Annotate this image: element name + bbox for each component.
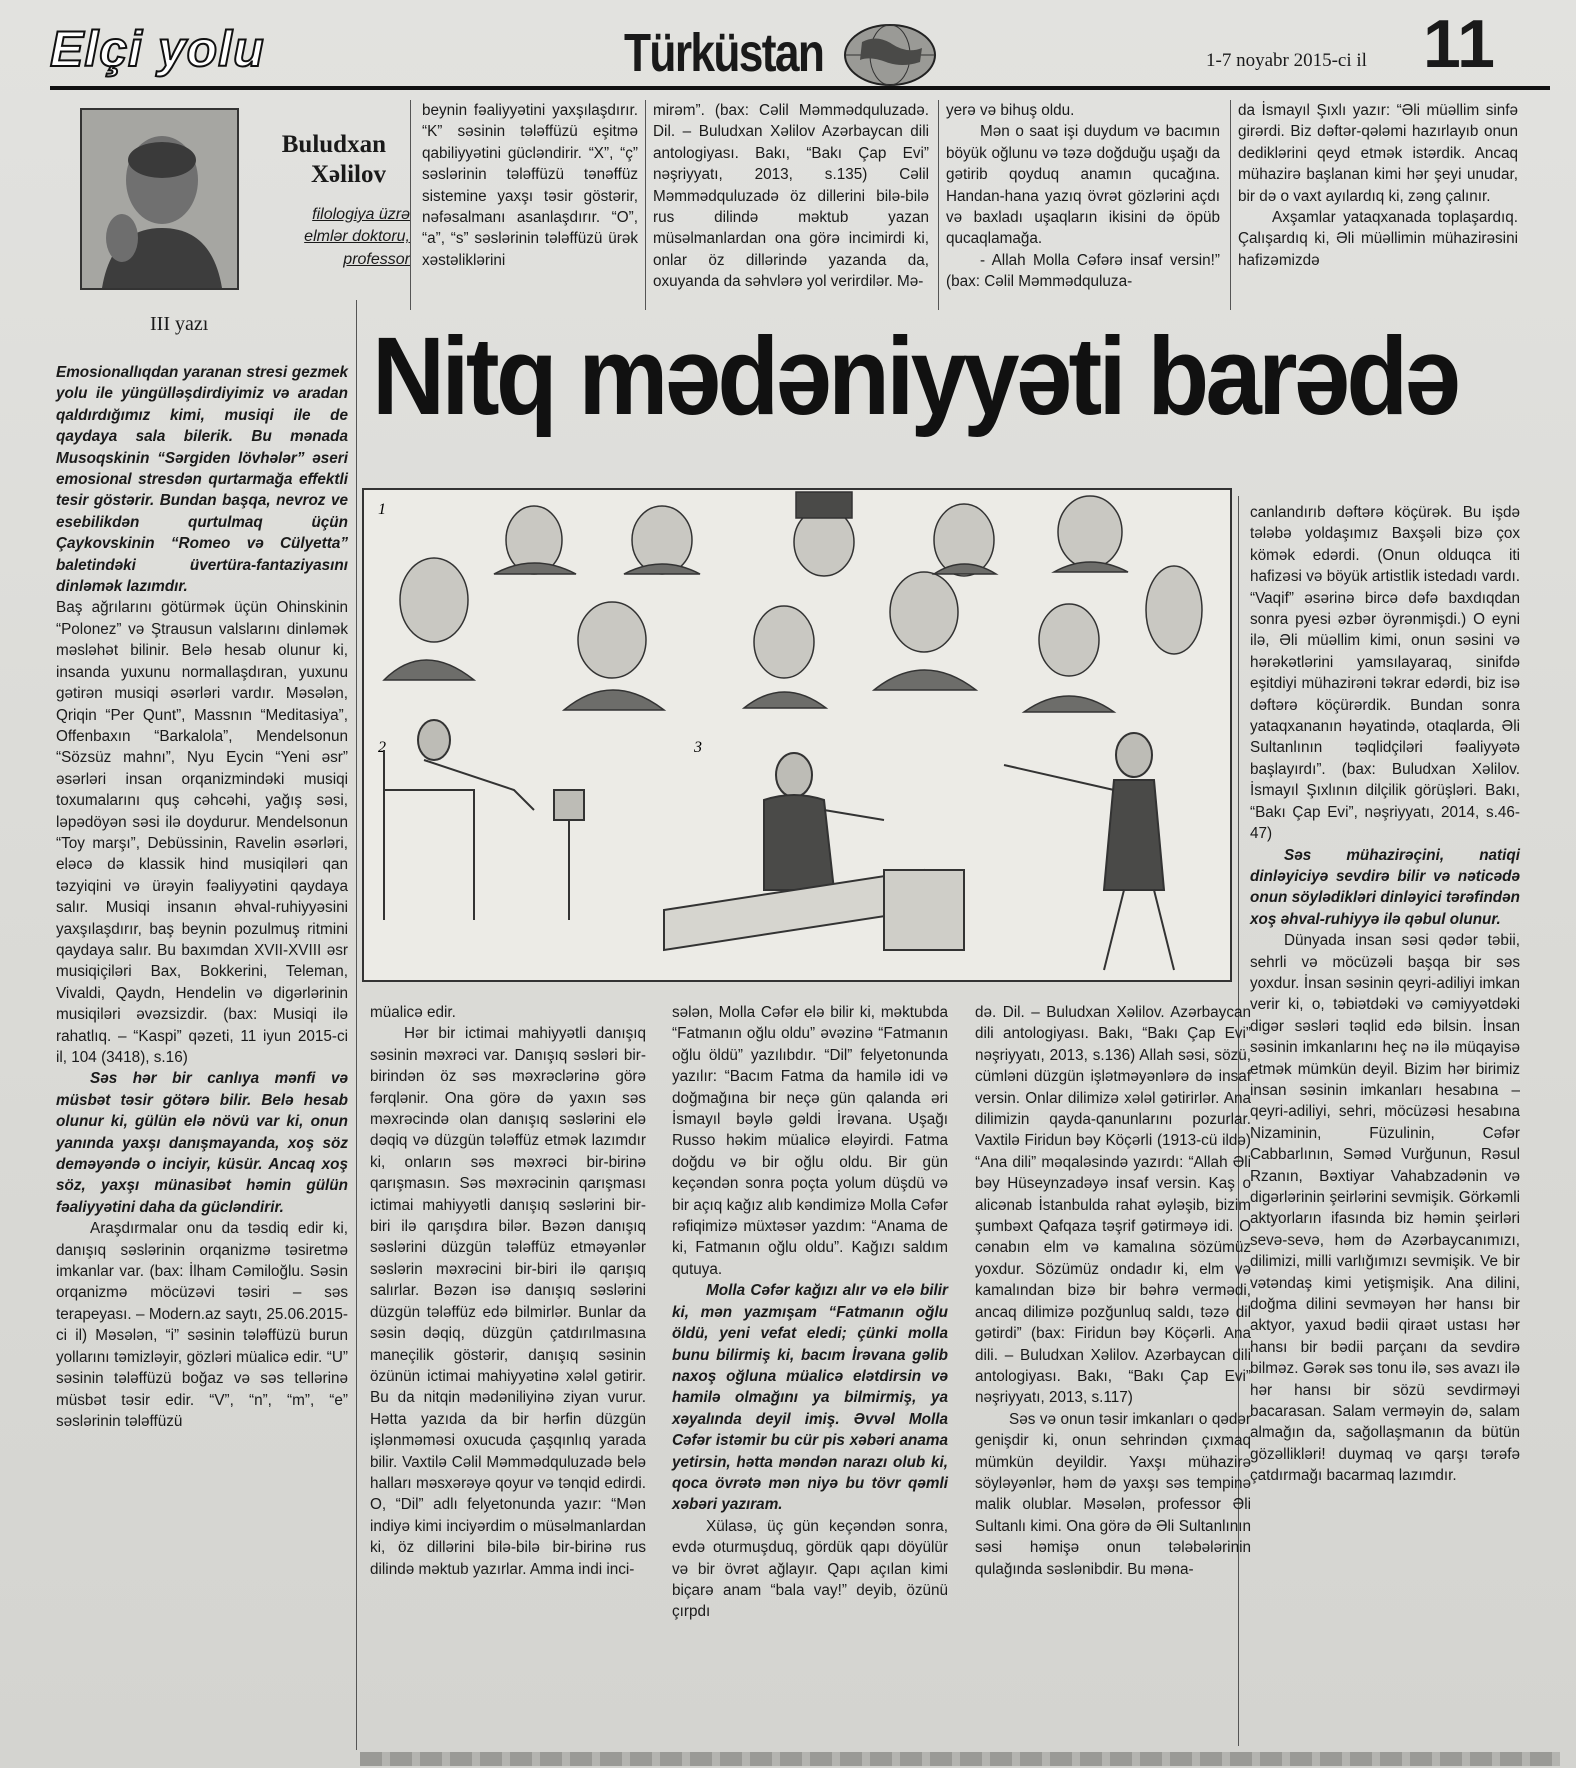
article-column-top-3 (946, 100, 1220, 293)
body-paragraph: Axşamlar yataqxanada toplaşardıq. Çalışardıq ki, Əli müəllimin mühazirəsini hafizəmizdə (1238, 209, 1518, 269)
lead-paragraph: Səs hər bir canlıya mənfi və müsbət təsir götərə bilir. Belə hesab olunur ki, gülün elə növü var ki, onun yanında yaxşı danışmayanda, xoş söz deməyəndə o inciyir, küsür. Ancaq xoş söz, yaxşı münasibət həmin gülün fəaliyyətini daha da gücləndirir. (56, 1070, 348, 1216)
column-rule (410, 100, 411, 310)
author-title-line: filologiya üzrə (312, 206, 410, 223)
column-rule (938, 100, 939, 310)
globe-logo-icon (842, 22, 938, 88)
next-page-strip (360, 1752, 1560, 1766)
author-name-last: Xəlilov (311, 161, 386, 188)
article-column-bottom-2 (672, 1002, 948, 1623)
lead-paragraph: Emosionallıqdan yaranan stresi gezmek yolu ile yüngülləşdirdiyimiz və aradan qaldırdığımız kimi, musiqi ile de qaydaya sala bilerik. Bu mənada Musoqskinin “Sərgiden lövhələr” əseri emosional stresdən qurtarmağa effektli tesir göstərir. Bundan başqa, nevroz ve esebilikdən qurtulmaq üçün Çaykovskinin “Romeo və Cülyetta” baletindəki üvertüra-fantaziyasını dinləmək lazımdır. (56, 364, 348, 596)
body-paragraph: Dünyada insan səsi qədər təbii, sehrli və möcüzəli başqa bir səs yoxdur. İnsan səsinin qeyri-adiliyi imkan verir ki, o, təbiətdəki və cəmiyyətdəki digər səsləri təqlid edə bilsin. İnsan səsinin imkanlarını heç nə ilə müqayisə etmək mümkün deyil. Bizim hər birimiz insan səsinin imkanları hesabına – qeyri-adiliyi, sehri, möcüzəsi hesabına Nizaminin, Füzulinin, Cəfər Cabbarlının, Səməd Vurğunun, Rəsul Rzanın, Bəxtiyar Vahabzadənin və digərlərinin şeirlərini sevmişik. Görkəmli aktyorların ifasında biz həmin şeirləri sevə-sevə, həm də Azərbaycanımızı, dilimizi, milli varlığımızı sevmişik. Ve bir vətəndaş kimi yetişmişik. Ana dilini, doğma dilini sevməyən hər hansı bir aktyor, yaxud bədii qiraət ustası hər hansı bir bədii parçanı da sevdirə bilməz. Gərək səs tonu ilə, səs avazı ilə hər hansı bir sözü sevdirməyi bacarasan. Salam verməyin də, salam almağın da, sağollaşmanın da bütün gözəllikləri! duymaq və qarşı tərəfə çatdırmağı bacarmaq lazımdır. (1250, 932, 1520, 1485)
illustration-label: 3 (694, 739, 702, 756)
body-paragraph: də. Dil. – Buludxan Xəlilov. Azərbaycan dili antologiyası. Bakı, “Bakı Çap Evi” nəşriyyatı, 2013, s.136) Allah səsi, sözü, cümləni düzgün işlətməyənlərə də insaf versin. Onlar dilimizə xələl gətirirlər. Ana dilimizin qayda-qanunlarını pozurlar. Vaxtilə Firidun bəy Köçərli (1913-cü ildə) “Ana dili” məqaləsində yazırdı: “Allah Əli bəy Hüseynzadəyə insaf versin. Kaş o alicənab İstanbulda rahat əyləşib, bizim şumbəxt Qafqaza təşrif gətirməyə idi. O cənabın elm və kamalına sözümüz yoxdur. Sözümüz ondadır ki, elm və kamalından bizə bir bəhrə vermədi, ancaq dilimizə pozğunluq saldı, təzə dil gətirdi” (bax: Firidun bəy Köçərli. Ana dili. – Buludxan Xəlilov. Azərbaycan dili antologiyası. Bakı, “Bakı Çap Evi” nəşriyyatı, 2013, s.117) (975, 1004, 1251, 1407)
body-paragraph: mirəm”. (bax: Cəlil Məmmədquluzadə. Dil. – Buludxan Xəlilov Azərbaycan dili antologiyası. Bakı, “Bakı Çap Evi” nəşriyyatı, 2013, s.135) Cəlil Məmmədquluzadə öz dillerini bilə-bilə rus dilində məktub yazan müsəlmanlardan ona görə incimirdi ki, onlar öz dillərində yazanda da, oxuyanda da səhvlərə yol verirdilər. Mə- (653, 102, 929, 291)
article-headline: Nitq mədəniyyəti barədə (372, 315, 1458, 438)
author-title-line: elmlər doktoru, (304, 228, 410, 246)
body-paragraph: Xülasə, üç gün keçəndən sonra, evdə oturmuşduq, gördük qapı döyülür və bir övrət ağlayır. Qapı açılan kimi biçarə anam “bala vay!” deyib, özünü çırpdı (672, 1517, 948, 1621)
body-paragraph: sələn, Molla Cəfər elə bilir ki, məktubda “Fatmanın oğlu oldu” əvəzinə “Fatmanın oğlu öldü” yazılıbdır. “Dil” felyetonunda yazılır: “Bacım Fatma da hamilə idi və doğmağına bir neçə gün qalanda əri İsmayıl bəylə gəldi İrəvana. Uşağı Russo həkim müalicə eləyirdi. Fatma doğdu və bir oğlu oldu. Bir gün keçəndən sonra poçta yolum düşdü və bir açıq kağız alıb kəndimizə Molla Cəfər rəfiqimizə müxtəsər yazdım: “Anama de ki, Fatmanın oğlu oldu”. Kağızı saldım qutuya. (672, 1004, 948, 1278)
column-rule (645, 100, 646, 310)
body-paragraph: müalicə edir. (370, 1004, 456, 1021)
author-name-first: Buludxan (281, 131, 386, 158)
article-column-left (56, 362, 348, 1432)
author-title-line: professor (343, 250, 410, 268)
article-column-top-1 (422, 100, 638, 271)
article-column-top-4 (1238, 100, 1518, 271)
illustration-label: 1 (378, 501, 386, 518)
body-paragraph: Mən o saat işi duydum və bacımın böyük oğlunu və təzə doğduğu uşağı da gətirib qoyduq anamın qucağına. Handan-hana yazıq övrət gözlərini açdı və baxladı uşaqların ikisini də öpüb qucaqlamağa. (946, 123, 1220, 248)
lead-paragraph: Səs mühazirəçini, natiqi dinləyiciyə sevdirə bilir və nəticədə onun söylədikləri dinləyici tərəfindən xoş əhval-ruhiyyə ilə qəbul olunur. (1250, 846, 1520, 928)
section-rubric: Elçi yolu (50, 21, 265, 77)
article-column-bottom-3 (975, 1002, 1251, 1580)
page-number: 11 (1423, 6, 1495, 82)
illustration-label: 2 (378, 739, 386, 756)
body-paragraph: - Allah Molla Cəfərə insaf versin!” (bax: Cəlil Məmmədquluza- (946, 251, 1220, 291)
article-column-bottom-1 (370, 1002, 646, 1580)
body-paragraph: Baş ağrılarını götürmək üçün Ohinskinin “Polonez” və Ştrausun valslarını dinləmək məsləhət bilinir. Belə hesab olunur ki, insanda yuxunu normallaşdıran, yuxunu gətirən musiqi əsərləri vardır. Məsələn, Qriqin “Per Qunt”, Massnın “Meditasiya”, Offenbaxın “Barkalola”, Mendelsonun “Sözsüz mahnı”, Nyu Eycin “Yeni əsr” əsərləri insan orqanizmindəki musiqi toxumalarını quş cəhcəhi, yağış səsi, ləpədöyən səsi ilə doydurur. Mendelsonun “Toy marşı”, Debüssinin, Ravelin əsərləri, eləcə də klassik hind musiqiləri qan təzyiqini və ürəyin fəaliyyətini qaydaya salır. Musiqi insanın əhval-ruhiyyəsini yaxşılaşdırır, baş beynin pozulmuş ritmini qaydaya salır. Bu baxımdan XVII-XVIII əsr musiqiçiləri Bax, Bokkerini, Teleman, Vivaldi, Qaydn, Hendelin və digərlərinin musiqiləri əvəzsizdir. (bax: Musiqi ilə rahatlıq. – “Kaspi” qəzeti, 11 iyun 2015-ci il, 104 (3418), s.16) (56, 599, 348, 1066)
body-paragraph: Hər bir ictimai mahiyyətli danışıq səsinin məxrəci var. Danışıq səsləri bir-birindən öz səs məxrəclərinə görə fərqlənir. Ona görə də yaxın səs məxrəcində olan danışıq səslərini elə dəqiq və düzgün tələffüz etmək lazımdır ki, onların səs məxrəci bir-birinə qarışmasın. Səs məxrəcinin qarışması ictimai mahiyyətli danışıq səslərini bir-biri ilə qarışdıra bilər. Bəzən danışıq səslərini düzgün tələffüz etməyənlər səslərin məxrəcini bir-biri ilə qarışıq salırlar. Bəzən isə danışıq səslərini düzgün tələffüz edə bilmirlər. Bunlar da səsin dəqiq, düzgün çatdırılmasına maneçilik göstərir, danışıq səsinin özünün ictimai mahiyyətinə xələl gətirir. Bu da nitqin mədəniliyinə ziyan vurur. Hətta yazıda da bir hərfin düzgün işlənməməsi oxucuda çaşqınlıq yarada bilir. Vaxtilə Cəlil Məmmədquluzadə belə halları məsxərəyə qoyur və tənqid edirdi. O, “Dil” adlı felyetonunda yazır: “Mən indiyə kimi inciyərdim o müsəlmanlardan ki, öz dillərini bilə-bilə bir-birinə rus dilində məktub yazırlar. Amma indi inci- (370, 1025, 646, 1578)
author-photo (80, 108, 239, 290)
column-rule (1230, 100, 1231, 310)
engraving-illustration (362, 488, 1232, 982)
body-paragraph: da İsmayıl Şıxlı yazır: “Əli müəllim sinfə girərdi. Biz dəftər-qələmi hazırlayıb onun dediklərini qeyd etmək istərdik. Ancaq mühazirə başlanan kimi hər şeyi unudar, bir də o vaxt ayılardıq ki, zəng çalınır. (1238, 102, 1518, 205)
article-column-right (1250, 502, 1520, 1487)
author-name (248, 130, 386, 190)
body-paragraph: Səs və onun təsir imkanları o qədər genişdir ki, onun sehrindən çıxmaq mümkün deyildir. Yaxşı mühazirə söyləyənlər, həm də yaxşı səs tempinə malik olublar. Məsələn, professor Əli Sultanlı kimi. Ona görə də Əli Sultanlının səsi həmişə onun tələbələrinin qulağında səslənibdir. Bu məna- (975, 1410, 1251, 1578)
series-label: III yazı (150, 313, 209, 335)
column-rule (356, 300, 357, 1750)
body-paragraph: Araşdırmalar onu da təsdiq edir ki, danışıq səslərinin orqanizmə təsiretmə imkanlar var. (bax: İlham Cəmiloğlu. Səsin orqanizmə möcüzəvi təsiri – səs terapeyası. – Modern.az saytı, 25.06.2015-ci il) Məsələn, “i” səsinin tələffüzü burun yollarını təmizləyir, gözləri müalicə edir. “U” səsinin tələffüzü boğaz və səs tellərinə müsbət təsir edir. “V”, “n”, “m”, “e” səslərinin tələffüzü (56, 1220, 348, 1430)
issue-date: 1-7 noyabr 2015-ci il (1206, 50, 1367, 71)
body-paragraph: yerə və bihuş oldu. (946, 102, 1075, 119)
header-rule (50, 86, 1550, 90)
body-paragraph: canlandırıb dəftərə köçürək. Bu işdə tələbə yoldaşımız Baxşəli bizə çox kömək edərdi. (Onun olduqca iti hafizəsi və böyük artistlik istedadı vardı. “Vaqif” əsərinə bircə dəfə baxdıqdan sonra pyesi əzbər öyrənmişdi.) O eyni ilə, Əli müəllim kimi, onun səsini və hərəkətlərini yamsılayaraq, sinifdə eşitdiyi mühazirəni təkrar edərdi, biz isə dəftərə köçürərdik. Bundan sonra yataqxananın həyatində, otaqlarda, Əli Sultanlının təqlidçiləri fəaliyyətə başlayırdı”. (bax: Buludxan Xəlilov. İsmayıl Şıxlının dilçilik görüşləri. Bakı, “Bakı Çap Evi”, nəşriyyatı, 2014, s.46-47) (1250, 504, 1520, 843)
masthead: Türküstan (624, 23, 824, 83)
lead-paragraph: Molla Cəfər kağızı alır və elə bilir ki, mən yazmışam “Fatmanın oğlu öldü, yeni vefat eledi; çünki molla bunu bilirmiş ki, bacım İrəvana gəlib naxoş oğluna müalicə elətdirsin və hamilə olmağını ya bilmirmiş, ya xəyalında deyil imiş. Əvvəl Molla Cəfər istəmir bu cür pis xəbəri anama yetirsin, hətta məndən narazı olub ki, qoca övrətə mən niyə bu tövr qəmli xəbəri yazıram. (672, 1282, 948, 1514)
article-column-top-2 (653, 100, 929, 293)
author-title (252, 204, 410, 271)
body-paragraph: beynin fəaliyyətini yaxşılaşdırır. “K” səsinin tələffüzü eşitmə qabiliyyətini gücləndirir. “X”, “ç” səslərinin tələffüzü tənəffüz sistemine yaxşı təsir göstərir, nəfəsalmanı asanlaşdırır. “O”, “a”, “s” səslərinin tələffüzü ürək xəstəliklərini (422, 102, 638, 269)
